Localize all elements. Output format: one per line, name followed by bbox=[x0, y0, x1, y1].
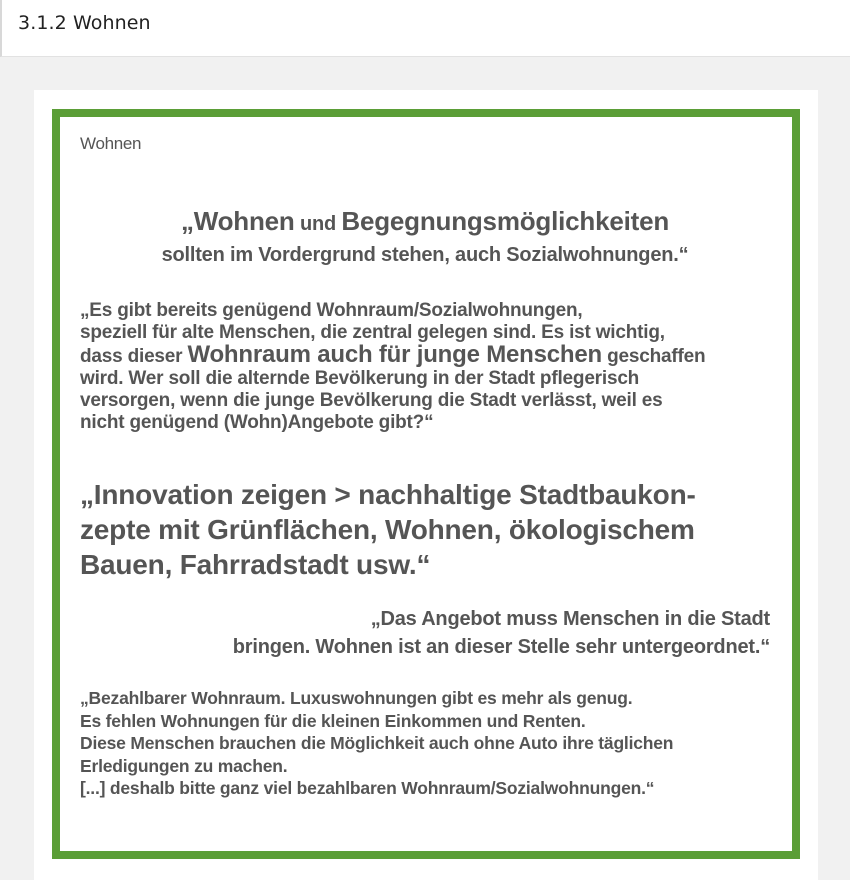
quote-2-line-3: dass dieser Wohnraum auch für junge Menschen geschaffen bbox=[80, 341, 706, 368]
quote-2-line-1: „Es gibt bereits genügend Wohnraum/Sozialwohnungen, bbox=[80, 300, 583, 321]
page-header bbox=[0, 0, 850, 57]
quote-5-line-4: Erledigungen zu machen. bbox=[80, 755, 288, 776]
quote-3-line-3: Bauen, Fahrradstadt usw.“ bbox=[80, 549, 431, 580]
quote-5-line-3: Diese Menschen brauchen die Möglichkeit auch ohne Auto ihre täglichen bbox=[80, 733, 674, 753]
quote-2-emphasis: Wohnraum auch für junge Menschen bbox=[187, 341, 602, 368]
quote-1-line-2: sollten im Vordergrund stehen, auch Sozialwohnungen.“ bbox=[161, 244, 689, 266]
quote-5-line-1: „Bezahlbarer Wohnraum. Luxuswohnungen gibt es mehr als genug. bbox=[80, 688, 633, 708]
quote-3-line-1: „Innovation zeigen > nachhaltige Stadtbaukon- bbox=[80, 479, 696, 510]
quote-2-line-4: wird. Wer soll die alternde Bevölkerung in der Stadt pflegerisch bbox=[80, 368, 640, 389]
quote-2 bbox=[80, 300, 780, 434]
quote-4-line-2: bringen. Wohnen ist an dieser Stelle sehr untergeordnet.“ bbox=[232, 636, 770, 658]
quote-1-line-1: „Wohnen und Begegnungsmöglichkeiten bbox=[180, 206, 670, 236]
quote-2-line-5: versorgen, wenn die junge Bevölkerung die Stadt verlässt, weil es bbox=[80, 390, 663, 411]
page-title: 3.1.2 Wohnen bbox=[18, 12, 151, 34]
section-label: Wohnen bbox=[80, 134, 142, 153]
quote-2-line-2: speziell für alte Menschen, die zentral gelegen sind. Es ist wichtig, bbox=[80, 322, 665, 343]
quote-1 bbox=[80, 204, 770, 269]
quote-5 bbox=[80, 687, 780, 800]
quote-3 bbox=[80, 477, 780, 582]
quote-3-line-2: zepte mit Grünflächen, Wohnen, ökologischem bbox=[80, 514, 695, 545]
quote-4-line-1: „Das Angebot muss Menschen in die Stadt bbox=[370, 608, 770, 630]
quote-5-line-5: [...] deshalb bitte ganz viel bezahlbaren Wohnraum/Sozialwohnungen.“ bbox=[80, 778, 655, 798]
quote-5-line-2: Es fehlen Wohnungen für die kleinen Einkommen und Renten. bbox=[80, 710, 586, 731]
quote-4 bbox=[80, 605, 770, 661]
quote-2-line-6: nicht genügend (Wohn)Angebote gibt?“ bbox=[80, 412, 434, 433]
